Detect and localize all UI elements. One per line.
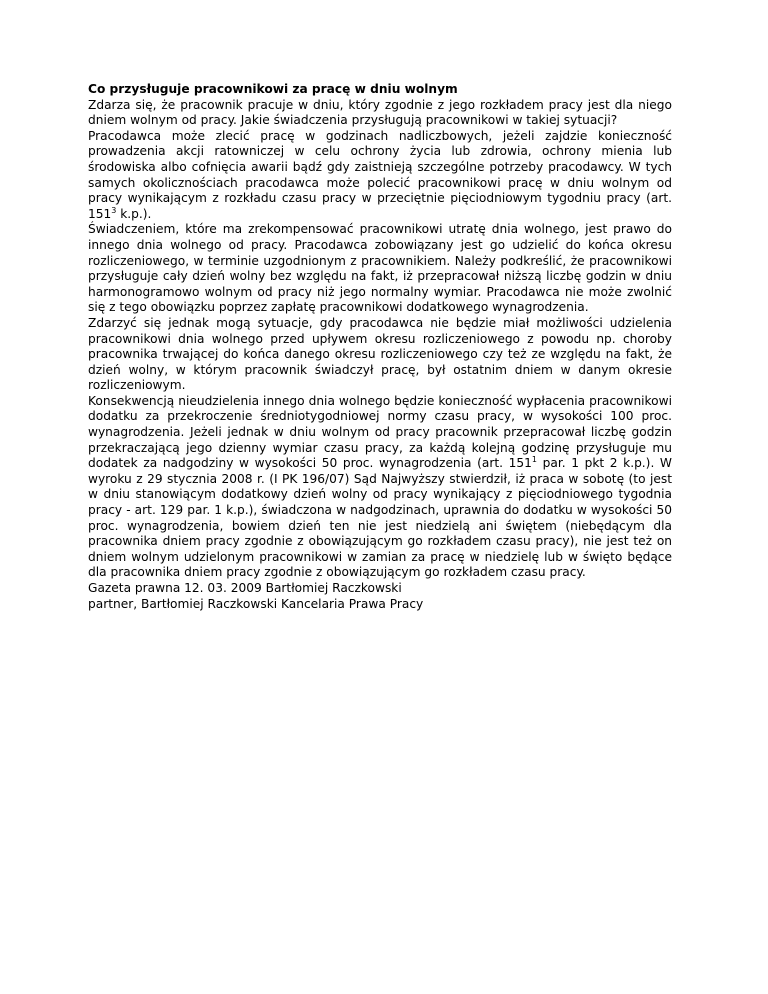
paragraph-consequences-end: par. 1 pkt 2 k.p.). W wyroku z 29 stycznia 2008 r. (I PK 196/07) Sąd Najwyższy stwierdził, iż praca w sobotę (to jest w dniu stanowiącym dodatkowy dzień wolny od pracy wynikający z pięciodniowego tygodnia pracy - art. 129 par. 1 k.p.), świadczona w nadgodzinach, uprawnia do dodatku w wysokości 50 proc. wynagrodzenia, bowiem dzień ten nie jest niedzielą ani świętem (niebędącym dla pracownika dniem pracy zgodnie z obowiązującym go rozkładem czasu pracy), nie jest też on dniem wolnym udzielonym pracownikowi w zamian za pracę w niedzielę lub w święto będące dla pracownika dniem pracy zgodnie z obowiązującym go rozkładem czasu pracy.: [88, 456, 672, 580]
article-superscript: 3: [111, 205, 117, 215]
paragraph-intro: Zdarza się, że pracownik pracuje w dniu, który zgodnie z jego rozkładem pracy jest dla niego dniem wolnym od pracy. Jakie świadczenia przysługują pracownikowi w takiej sytuacji?: [88, 97, 672, 128]
paragraph-compensation: Świadczeniem, które ma zrekompensować pracownikowi utratę dnia wolnego, jest prawo do innego dnia wolnego od pracy. Pracodawca zobowiązany jest go udzielić do końca okresu rozliczeniowego, w terminie uzgodnionym z pracownikiem. Należy podkreślić, że pracownikowi przysługuje cały dzień wolny bez względu na fakt, iż przepracował niższą liczbę godzin w dniu harmonogramowo wolnym od pracy niż jego normalny wymiar. Pracodawca nie może zwolnić się z tego obowiązku poprzez zapłatę pracownikowi dodatkowego wynagrodzenia.: [88, 222, 672, 315]
paragraph-overtime: [88, 129, 672, 223]
paragraph-consequences-text: Konsekwencją nieudzielenia innego dnia wolnego będzie konieczność wypłacenia pracownikowi dodatku za przekroczenie średniotygodniowej normy czasu pracy, w wysokości 100 proc. wynagrodzenia. Jeżeli jednak w dniu wolnym od pracy pracownik przepracował liczbę godzin przekraczającą jego dzienny wymiar czasu pracy, za każdą kolejną godzinę przysługuje mu dodatek za nadgodziny w wysokości 50 proc. wynagrodzenia (art. 151: [88, 393, 672, 471]
article-superscript: 1: [531, 455, 537, 465]
paragraph-exceptions: Zdarzyć się jednak mogą sytuacje, gdy pracodawca nie będzie miał możliwości udzielenia pracownikowi dnia wolnego przed upływem okresu rozliczeniowego z powodu np. choroby pracownika trwającej do końca danego okresu rozliczeniowego czy też ze względu na fakt, że dzień wolny, w którym pracownik świadczył pracę, był ostatnim dniem w danym okresie rozliczeniowym.: [88, 315, 672, 393]
author-line: partner, Bartłomiej Raczkowski Kancelaria Prawa Pracy: [88, 596, 424, 611]
paragraph-overtime-end: k.p.).: [116, 206, 152, 221]
document-body: [88, 82, 672, 612]
paragraph-overtime-text: Pracodawca może zlecić pracę w godzinach nadliczbowych, jeżeli zajdzie konieczność prowadzenia akcji ratowniczej w celu ochrony życia lub zdrowia, ochrony mienia lub środowiska albo cofnięcia awarii bądź gdy zaistnieją szczególne potrzeby pracodawcy. W tych samych okolicznościach pracodawca może polecić pracownikowi pracę w dniu wolnym od pracy wynikającym z rozkładu czasu pracy w przeciętnie pięciodniowym tygodniu pracy (art. 151: [88, 128, 672, 221]
document-title: Co przysługuje pracownikowi za pracę w dniu wolnym: [88, 82, 458, 96]
paragraph-consequences: [88, 394, 672, 581]
source-line: Gazeta prawna 12. 03. 2009 Bartłomiej Raczkowski: [88, 581, 402, 595]
